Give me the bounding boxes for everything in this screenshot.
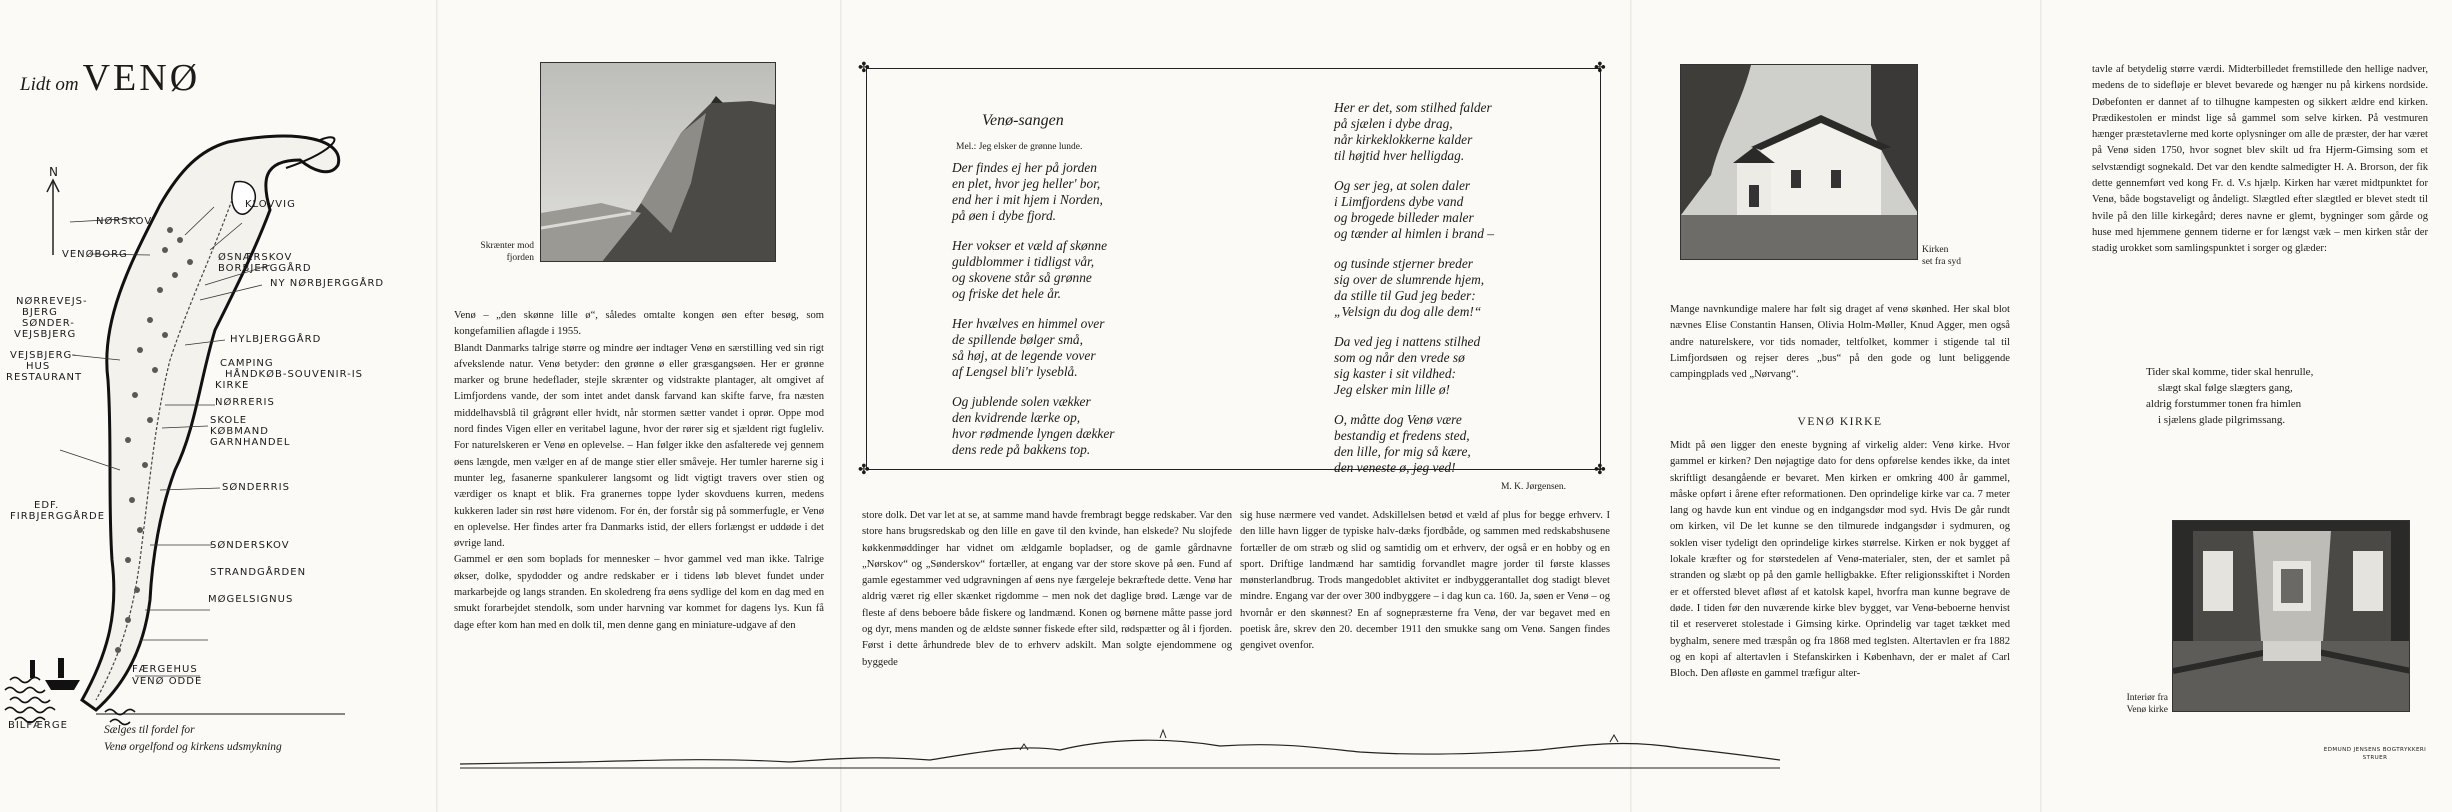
map-label: BORBJERGGÅRD: [218, 263, 312, 274]
church-heading: VENØ KIRKE: [1797, 416, 1883, 428]
poem-line: „Velsign du dog alle dem!“: [1334, 304, 1482, 319]
painters-text: Mange navnkundige malere har følt sig draget af venø skønhed. Her skal blot nævnes Elise Constantin Hansen, Olivia Holm-Møller, Knud Agger, men også andre naturelskere, vor tids nomader, teltfolket, kommer i stigende tal til Limfjordsøen og rejser deres „bus“ på den gode og lunt beliggende campingplads ved „Nørvang“.: [1670, 304, 2010, 381]
map-label: FIRBJERGGÅRDE: [10, 511, 106, 522]
map-label: VEJSBJERG-: [10, 350, 77, 361]
compass-letter: N: [49, 165, 58, 179]
verse-line: i sjælens glade pilgrimssang.: [2158, 414, 2286, 426]
poem-line: guldblommer i tidligst vår,: [952, 254, 1095, 269]
poem-stanza: [952, 238, 1252, 302]
intro-text: [454, 308, 824, 634]
printer-name: EDMUND JENSENS BOGTRYKKERI: [2323, 747, 2427, 753]
verse-line: Tider skal komme, tider skal henrulle,: [2146, 366, 2314, 378]
church-continued-panel: [2040, 0, 2452, 812]
map-label: BJERG: [22, 307, 58, 318]
map-label: BILFÆRGE: [8, 720, 68, 731]
poem-line: de spillende bølger små,: [952, 332, 1083, 347]
map-footer-line1: Sælges til fordel for: [104, 724, 195, 736]
map-label: SØNDERRIS: [222, 482, 290, 493]
church-text: Midt på øen ligger den eneste bygning af virkelig alder: Venø kirke. Hvor gammel er kirken? Den nøjagtige dato for dens opførelse kendes ikke, da intet skriftligt desangående er bevaret. Men kirken er omkring 400 år gammel, måske opført i årene efter reformationen. Den oprindelige kirke var ca. 7 meter lang og havde kun ent vindue og en indgangsdør mod syd. Hvis De går rundt om kirken, vil De let kunne se den tilmurede indgangsdør i sydmuren, og soklen viser tydeligt den oprindelige kirkes størrelse. Kirken er nok bygget af lokale kræfter og for størstedelen af Venø-materialer, sten, der et samlet på stranden og slæbt op på den gamle helligbakke. Efter religionsskiftet i Norden er et offersted blevet afløst af et katolsk kapel, hvorfra man kunne begrave de døde. I tiden før den nuværende kirke blev bygget, var Venø-beboerne henvist til et reserveret stolestade i Gimsing kirke. Oprindelig var taget tækket med byghalm, senere med træspån og fra 1868 med teglsten. Altertavlen er fra 1882 og en kopi af altertavlen i Stefanskirken i København, der er malet af Carl Bloch. Den afløste en gammel træfigur alter-: [1670, 440, 2010, 680]
ornament-icon: ✤: [1594, 61, 1606, 76]
map-label: HYLBJERGGÅRD: [230, 334, 322, 345]
church-panel: [1630, 0, 2040, 812]
poem-title: Venø-sangen: [982, 112, 1064, 129]
poem-line: på øen i dybe fjord.: [952, 208, 1057, 223]
poem-stanza: [1334, 412, 1574, 476]
poem-line: i Limfjordens dybe vand: [1334, 194, 1464, 209]
poem-stanza: [1334, 100, 1574, 164]
verse-line: slægt skal følge slægters gang,: [2158, 382, 2293, 394]
poem-line: bestandig et fredens sted,: [1334, 428, 1470, 443]
church-photo: [1680, 64, 1918, 260]
poem-line: en plet, hvor jeg heller' bor,: [952, 176, 1101, 191]
poem-left: [952, 112, 1252, 472]
poem-line: sig over de slumrende hjem,: [1334, 272, 1485, 287]
map-label: GARNHANDEL: [210, 437, 291, 448]
map-label: NY NØRBJERGGÅRD: [270, 278, 385, 289]
poem-line: på sjælen i dybe drag,: [1334, 116, 1453, 131]
poem-line: og tænder al himlen i brand –: [1334, 226, 1494, 241]
poem-stanza: [1334, 256, 1574, 320]
poem-stanza: [952, 394, 1252, 458]
map-label: NØRRERIS: [215, 397, 275, 408]
intro-paragraph: Venø – „den skønne lille ø“, således omtalte kongen øen efter besøg, som kongefamilien aflagde i 1955.: [454, 310, 824, 338]
poem-line: den kvidrende lærke op,: [952, 410, 1081, 425]
map-label: RESTAURANT: [6, 372, 83, 383]
verse-line: aldrig forstummer tonen fra himlen: [2146, 398, 2302, 410]
map-label: CAMPING: [220, 358, 274, 369]
history-text-right: sig huse nærmere ved vandet. Adskillelsen betød et væld af plus for begge erhverv. I den lille havn ligger de typiske halv-dæks fjordbåde, og sammen med redskabshusene fortæller de om stræb og slid og samtidig om et erhverv, der også er en hobby og en sport. Driftige landmænd har samtidig forvandlet magre jorder til første klasses mønsterlandbrug. Trods mangedoblet aktivitet er indbyggerantallet dog stadigt blevet mindre. Engang var der over 300 indbyggere – i dag kun ca. 160. Ja, søen er Venø – og hvornår er den skønnest? En af sognepræsterne fra Venø, der var begavet med en poetisk åre, skrev den 20. december 1911 den smukke sang om Venø. Sangen findes gengivet ovenfor.: [1240, 510, 1610, 652]
ornament-icon: ✤: [858, 463, 870, 478]
map-label: VENØ ODDE: [132, 676, 203, 687]
map-label: FÆRGEHUS: [132, 664, 198, 675]
poem-stanza: [952, 160, 1252, 224]
poem-line: end her i mit hjem i Norden,: [952, 192, 1103, 207]
poem-line: som og når den vrede sø: [1334, 350, 1465, 365]
church-interior-photo: [2172, 520, 2410, 712]
poem-line: den veneste ø, jeg ved!: [1334, 460, 1456, 475]
map-label: NØRREVEJS-: [16, 296, 88, 307]
intro-panel: [436, 0, 840, 812]
poem-melody: Mel.: Jeg elsker de grønne lunde.: [956, 142, 1083, 152]
poem-panel: [840, 0, 1630, 812]
history-text-left: store dolk. Det var let at se, at samme mand havde frembragt begge redskaber. Var den store hans brugsredskab og den lille en gave til den kvinde, han elskede? Nu slojfede køkkenmøddinger har vidnet om ældgamle bopladser, og de gamle gårdnavne „Nørskov“ og „Sønderskov“ fortæller, at engang var der store skove på øen. Fund af gamle egestammer ved udgravningen af øens nye færgeleje bekræftede dette. Venø har aldrig været rig eller skænket rigdomme – men nok det daglige brød. Længe var de fleste af dens beboere både fiskere og landmænd. Konen og børnene måtte passe jord og dyr, mens manden og de ældste sønner fiskede efter sild, rødspætter og ål i fjorden. Først i dette århundrede blev de to erhverv adskilt. Man solgte ejendommene og byggede: [862, 510, 1232, 668]
map-label: SØNDERSKOV: [210, 540, 290, 551]
map-label: HUS: [26, 361, 51, 372]
map-label: KIRKE: [215, 380, 250, 391]
photo-caption-line2: set fra syd: [1922, 257, 1962, 267]
printer-credit: [2310, 746, 2440, 762]
map-label: VENØBORG: [62, 249, 128, 260]
map-label: STRANDGÅRDEN: [210, 567, 307, 578]
poem-line: sig kaster i sit vildhed:: [1334, 366, 1456, 381]
map-label: KØBMAND: [210, 426, 269, 437]
cliff-photo: [540, 62, 776, 262]
poem-line: da stille til Gud jeg beder:: [1334, 288, 1476, 303]
poem-right: [1334, 100, 1574, 492]
map-footer-line2: Venø orgelfond og kirkens udsmykning: [104, 741, 282, 753]
photo-caption-line2: Venø kirke: [2126, 705, 2168, 715]
map-label: MØGELSIGNUS: [208, 594, 294, 605]
intro-paragraph: Gammel er øen som boplads for mennesker – hvor gammel ved man ikke. Talrige økser, dolke, spydodder og andre redskaber er i tidens løb blevet fundet under markarbejde og langs stranden. En skoledreng fra øens sydlige del kom en dag med en smukt forarbejdet stendolk, som under harvning var kommet for dagens lys. Kun få dage efter kom han med en dolk til, men denne gang en miniature-udgave af den: [454, 554, 824, 631]
ornament-icon: ✤: [858, 61, 870, 76]
poem-line: og tusinde stjerner breder: [1334, 256, 1473, 271]
poem-line: Jeg elsker min lille ø!: [1334, 382, 1451, 397]
poem-author: M. K. Jørgensen.: [1500, 482, 1566, 492]
poem-line: Her vokser et væld af skønne: [952, 238, 1108, 253]
poem-line: Da ved jeg i nattens stilhed: [1334, 334, 1481, 349]
poem-line: af Lengsel bli'r lyseblå.: [952, 364, 1078, 379]
poem-line: Og jublende solen vækker: [952, 394, 1091, 409]
map-footer: [104, 722, 282, 756]
poem-line: og brogede billeder maler: [1334, 210, 1474, 225]
map-label: EDF.: [34, 500, 60, 511]
map-label: HÅNDKØB-SOUVENIR-IS: [225, 369, 364, 380]
poem-line: O, måtte dog Venø være: [1334, 412, 1462, 427]
poem-stanza: [1334, 178, 1574, 242]
poem-stanzas-left: [952, 160, 1252, 458]
map-label: ØSNÆRSKOV: [218, 252, 293, 263]
map-label: VEJSBJERG: [14, 329, 77, 340]
map-label: NØRSKOV: [96, 216, 153, 227]
poem-line: når kirkeklokkerne kalder: [1334, 132, 1473, 147]
church-verse: [2146, 364, 2313, 428]
poem-stanza: [1334, 334, 1574, 398]
intro-paragraph: Blandt Danmarks talrige større og mindre øer indtager Venø en særstilling ved sin rigt afvekslende natur. Venø betyder: den grønne ø eller græsgangsøen. Her er grønne marker og brune hedeflader, stejle skrænter og vidstrakte plantager, alt omgivet af Limfjordens vande, der som intet andet dansk farvand kan skifte farve, fra næsten middelhavsblå til grågrønt eller hvidt, når stormen sætter vandet i oprør. Oppe mod nord findes Vigen eller en veritabel lagune, hvor der rører sig et sjældent rigt fugleliv. For naturelskeren er Venø en oplevelse. – Han følger ikke den asfalterede vej gennem øens længde, men vælger en af de mange stier eller småveje. Her tumler harerne sig i munter leg, fasanerne spankulerer langsomt og lidt vigtigt travers over stien og værdiger os knapt et blik. Fra granernes toppe lyder skovduens kurren, medens kukkeren lader sin røst høre videnom. For én, der forstår sig på sommerfugle, er Venø en oplevelse. Her findes arter fra Danmarks istid, der ellers forlængst er uddøde i det øvrige land.: [454, 342, 824, 550]
photo-caption-line1: Interiør fra: [2126, 693, 2168, 703]
photo-caption-line1: Kirken: [1922, 245, 1949, 255]
poem-line: til højtid hver helligdag.: [1334, 148, 1465, 163]
map-label: KLOVVIG: [245, 199, 296, 210]
ferry-icon: [30, 658, 80, 690]
map-title-big: VENØ: [82, 57, 201, 99]
poem-line: og skovene står så grønne: [952, 270, 1092, 285]
poem-stanzas-right: [1334, 100, 1574, 476]
map-panel: [0, 0, 436, 812]
poem-line: Her hvælves en himmel over: [952, 316, 1105, 331]
poem-stanza: [952, 316, 1252, 380]
photo-caption: [1922, 244, 1982, 268]
poem-line: Der findes ej her på jorden: [952, 160, 1097, 175]
poem-line: den lille, for mig så kære,: [1334, 444, 1471, 459]
map-label: SØNDER-: [22, 318, 75, 329]
photo-caption: [2096, 692, 2168, 716]
island-silhouette-drawing: [460, 722, 1780, 792]
map-label: SKOLE: [210, 415, 248, 426]
poem-line: og friske det hele år.: [952, 286, 1061, 301]
printer-town: STRUER: [2362, 755, 2388, 761]
photo-caption: Skrænter mod fjorden: [480, 241, 534, 263]
poem-line: Her er det, som stilhed falder: [1334, 100, 1492, 115]
poem-line: Og ser jeg, at solen daler: [1334, 178, 1471, 193]
ornament-icon: ✤: [1594, 463, 1606, 478]
poem-line: dens rede på bakkens top.: [952, 442, 1091, 457]
poem-line: hvor rødmende lyngen dækker: [952, 426, 1115, 441]
map-title-small: Lidt om: [20, 74, 79, 95]
poem-line: så høj, at de legende vover: [952, 348, 1096, 363]
church-continued-text: tavle af betydelig større værdi. Midterbilledet fremstillede den hellige nadver, medens de to sidefløje er blevet bevarede og hænger nu på kirkens nordside. Døbefonten er dannet af to tilhugne kampesten og sikkert ældre end kirken. Prædikestolen er mindst lige så gammel som selve kirken. På vestmuren hænger præstetavlerne med korte oplysninger om alle de præster, der har været på Venø siden 1750, hvor sognet blev skilt ud fra Hjerm-Gimsing som et selvstændigt sognekald. Det var den kendte salmedigter H. A. Brorson, der fik dette gennemført ved kong Fr. d. V.s hjælp. Kirken har været midtpunktet for Venø, både bogstaveligt og åndeligt. Slægtled efter slægtled er blevet stedt til hvile på den lille kirkegård; deres navne er glemt, bygninger som gårde og huse med hjemmene gennem tiderne er for længst væk – men kirken står der stadig urokket som samlingspunktet i sorger og glæder:: [2092, 64, 2428, 255]
